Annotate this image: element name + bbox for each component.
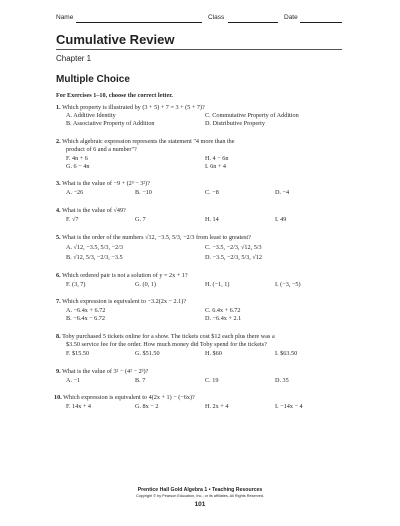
option-6f[interactable]: F. (3, 7) [66, 281, 86, 288]
option-9d[interactable]: D. 35 [275, 377, 289, 384]
option-6h[interactable]: H. (−1, 1) [205, 281, 230, 288]
question-text-cont: $3.50 service fee for the order. How much money did Toby spend for the tickets? [66, 341, 267, 348]
question-text: Which ordered pair is not a solution of y = 2x + 1? [62, 272, 188, 279]
question-text: What is the value of 3² − (4² − 2³)? [62, 368, 149, 375]
option-9c[interactable]: C. 19 [205, 377, 219, 384]
question-6 [56, 272, 188, 279]
option-4g[interactable]: G. 7 [135, 216, 146, 223]
date-blank [300, 22, 342, 23]
question-text: Toby purchased 5 tickets online for a show. The tickets cost $12 each plus there was a [62, 333, 275, 340]
question-text: Which property is illustrated by (3 + 5) + 7 = 3 + (5 + 7)? [62, 104, 205, 111]
chapter-label: Chapter 1 [56, 54, 92, 63]
question-number: 9. [56, 368, 61, 375]
option-10i[interactable]: I. −14x − 4 [275, 403, 303, 410]
option-7c[interactable]: C. 6.4x + 6.72 [205, 307, 241, 314]
option-5a[interactable]: A. √12, −3.5, 5/3, −2/3 [66, 244, 123, 251]
question-text-cont: product of 6 and a number"? [66, 146, 137, 153]
question-number: 2. [56, 138, 61, 145]
question-10 [54, 394, 195, 401]
option-4i[interactable]: I. 49 [275, 216, 287, 223]
option-3c[interactable]: C. −8 [205, 189, 219, 196]
question-number: 6. [56, 272, 61, 279]
option-3d[interactable]: D. −4 [275, 189, 290, 196]
option-2g[interactable]: G. 6 − 4n [66, 163, 90, 170]
option-8g[interactable]: G. $51.50 [135, 350, 160, 357]
option-2i[interactable]: I. 6n + 4 [205, 163, 227, 170]
option-1c[interactable]: C. Commutative Property of Addition [205, 112, 299, 119]
question-9 [56, 368, 148, 375]
option-3a[interactable]: A. −26 [66, 189, 84, 196]
name-blank [76, 22, 202, 23]
option-7b[interactable]: B. −6.4x − 6.72 [66, 315, 105, 322]
option-10h[interactable]: H. 2x + 4 [205, 403, 229, 410]
question-text: Which expression is equivalent to 4(2x + 1) − (−6x)? [63, 394, 195, 401]
class-label: Class [208, 14, 225, 21]
question-number: 8. [56, 333, 61, 340]
question-number: 1. [56, 104, 61, 111]
option-7a[interactable]: A. −6.4x + 6.72 [66, 307, 106, 314]
question-4 [56, 207, 126, 214]
option-9b[interactable]: B. 7 [135, 377, 146, 384]
question-2 [56, 138, 235, 145]
title-rule [56, 49, 342, 50]
option-3b[interactable]: B. −10 [135, 189, 152, 196]
date-label: Date [284, 14, 298, 21]
option-10g[interactable]: G. 8x − 2 [135, 403, 159, 410]
option-1a[interactable]: A. Additive Identity [66, 112, 116, 119]
option-6g[interactable]: G. (0, 1) [135, 281, 156, 288]
option-5c[interactable]: C. −3.5, −2/3, √12, 5/3 [205, 244, 262, 251]
question-number: 4. [56, 207, 61, 214]
footer-copyright: Copyright © by Pearson Education, Inc., or its affiliates. All Rights Reserved. [135, 494, 265, 498]
option-5d[interactable]: D. −3.5, −2/3, 5/3, √12 [205, 254, 262, 261]
question-3 [56, 180, 150, 187]
question-number: 10. [54, 394, 62, 401]
question-number: 3. [56, 180, 61, 187]
footer-book: Prentice Hall Gold Algebra 1 • Teaching Resources [137, 487, 263, 493]
option-10f[interactable]: F. 14x + 4 [66, 403, 91, 410]
class-blank [228, 22, 278, 23]
question-text: What is the value of √49? [62, 207, 126, 214]
option-5b[interactable]: B. √12, 5/3, −2/3, −3.5 [66, 254, 123, 261]
option-2f[interactable]: F. 4n + 6 [66, 155, 88, 162]
question-number: 5. [56, 234, 61, 241]
option-8h[interactable]: H. $60 [205, 350, 222, 357]
option-9a[interactable]: A. −1 [66, 377, 81, 384]
option-4f[interactable]: F. √7 [66, 216, 79, 223]
question-text: Which expression is equivalent to −3.2(2x − 2.1)? [62, 298, 187, 305]
option-1b[interactable]: B. Associative Property of Addition [66, 120, 155, 127]
question-1 [56, 104, 205, 111]
option-1d[interactable]: D. Distributive Property [205, 120, 265, 127]
name-label: Name [56, 14, 74, 21]
question-text: Which algebraic expression represents the statement "4 more than the [62, 138, 235, 145]
instructions: For Exercises 1–10, choose the correct letter. [56, 92, 173, 99]
option-7d[interactable]: D. −6.4x + 2.1 [205, 315, 242, 322]
section-heading: Multiple Choice [56, 74, 130, 85]
question-5 [56, 234, 251, 241]
page-number: 101 [194, 501, 206, 508]
option-2h[interactable]: H. 4 − 6n [205, 155, 229, 162]
option-6i[interactable]: I. (−3, −5) [275, 281, 301, 288]
option-8f[interactable]: F. $15.50 [66, 350, 90, 357]
question-text: What is the value of −9 + (2³ − 3²)? [62, 180, 150, 187]
option-4h[interactable]: H. 14 [205, 216, 219, 223]
question-number: 7. [56, 298, 61, 305]
page-title: Cumulative Review [56, 32, 175, 47]
question-7 [56, 298, 186, 305]
question-8 [56, 333, 275, 340]
question-text: What is the order of the numbers √12, −3.5, 5/3, −2/3 from least to greatest? [62, 234, 251, 241]
option-8i[interactable]: I. $63.50 [275, 350, 298, 357]
